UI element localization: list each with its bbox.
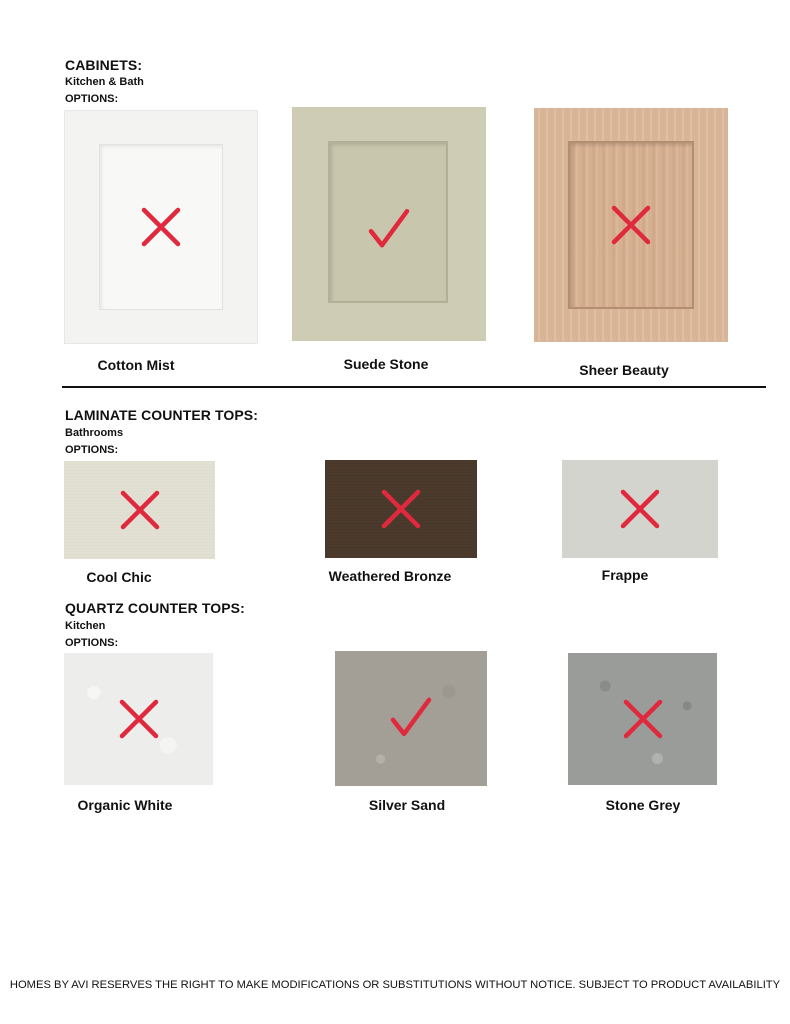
x-mark-icon (141, 207, 181, 247)
swatch-frappe (562, 460, 718, 558)
x-mark-icon (120, 490, 160, 530)
cabinets-section-title: CABINETS: (65, 57, 143, 73)
label-cotton-mist: Cotton Mist (97, 357, 175, 373)
label-organic-white: Organic White (77, 797, 173, 813)
x-mark-icon (381, 489, 421, 529)
swatch-suede-stone (292, 107, 486, 341)
laminate-section-title: LAMINATE COUNTER TOPS: (65, 407, 259, 423)
label-weathered-bronze: Weathered Bronze (328, 568, 452, 584)
swatch-cotton-mist (64, 110, 258, 344)
checkmark-icon (390, 695, 432, 737)
x-mark-icon (620, 489, 660, 529)
label-frappe: Frappe (601, 567, 649, 583)
laminate-section-subtitle: Bathrooms (65, 427, 124, 439)
x-mark-icon (623, 699, 663, 739)
label-cool-chic: Cool Chic (86, 569, 152, 585)
label-silver-sand: Silver Sand (368, 797, 446, 813)
section-divider (62, 386, 766, 388)
footer-disclaimer: HOMES BY AVI RESERVES THE RIGHT TO MAKE MODIFICATIONS OR SUBSTITUTIONS WITHOUT NOTICE. SUBJECT TO PRODUCT AVAILABILITY (9, 979, 781, 991)
laminate-options-label: OPTIONS: (65, 444, 119, 456)
quartz-options-label: OPTIONS: (65, 637, 119, 649)
x-mark-icon (119, 699, 159, 739)
cabinets-section-subtitle: Kitchen & Bath (65, 76, 144, 88)
swatch-stone-grey (568, 653, 717, 785)
quartz-section-subtitle: Kitchen (65, 620, 106, 632)
swatch-organic-white (64, 653, 213, 785)
swatch-cool-chic (64, 461, 215, 559)
label-sheer-beauty: Sheer Beauty (579, 362, 669, 378)
quartz-section-title: QUARTZ COUNTER TOPS: (65, 600, 245, 616)
swatch-sheer-beauty (534, 108, 728, 342)
checkmark-icon (368, 207, 410, 249)
label-stone-grey: Stone Grey (605, 797, 681, 813)
cabinets-options-label: OPTIONS: (65, 93, 119, 105)
x-mark-icon (611, 205, 651, 245)
swatch-silver-sand (335, 651, 487, 786)
label-suede-stone: Suede Stone (343, 356, 429, 372)
swatch-weathered-bronze (325, 460, 477, 558)
